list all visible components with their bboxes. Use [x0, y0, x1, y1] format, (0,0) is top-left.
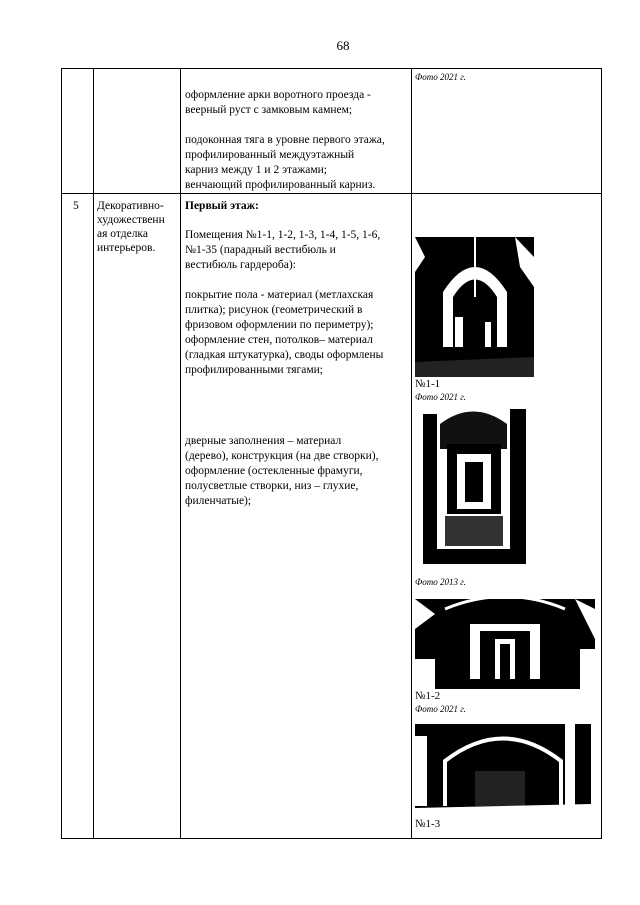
photo-label: №1-1	[415, 378, 441, 390]
rooms-line: вестибюль гардероба):	[185, 259, 296, 271]
table-border-right	[601, 68, 602, 839]
prev-line: веерный руст с замковым камнем;	[185, 104, 353, 116]
row-name-line: интерьеров.	[97, 242, 156, 254]
desc-line: (дерево), конструкция (на две створки),	[185, 450, 379, 462]
table-col-divider-3	[411, 68, 412, 839]
interior-photo-1-3	[415, 716, 591, 816]
floor-heading: Первый этаж:	[185, 200, 259, 212]
row-name-line: ая отделка	[97, 228, 148, 240]
desc-line: плитка); рисунок (геометрический в	[185, 304, 363, 316]
row-name-line: художественн	[97, 214, 165, 226]
page-number: 68	[336, 38, 350, 53]
desc-line: (гладкая штукатурка), своды оформлены	[185, 349, 384, 361]
prev-photo-caption: Фото 2021 г.	[415, 72, 466, 82]
table-col-divider-1	[93, 68, 94, 839]
table-row-divider	[61, 193, 602, 194]
table-col-divider-2	[180, 68, 181, 839]
prev-line: венчающий профилированный карниз.	[185, 179, 376, 191]
photo-label: №1-3	[415, 818, 441, 830]
desc-line: фризовом оформлении по периметру);	[185, 319, 374, 331]
desc-line: филенчатые);	[185, 495, 252, 507]
photo-label: №1-2	[415, 690, 441, 702]
interior-photo-2013	[415, 404, 533, 576]
table-border-top	[61, 68, 602, 69]
rooms-line: Помещения №1-1, 1-2, 1-3, 1-4, 1-5, 1-6,	[185, 229, 381, 241]
desc-line: оформление (остекленные фрамуги,	[185, 465, 363, 477]
row-number: 5	[73, 200, 79, 212]
interior-photo-1-2	[415, 589, 595, 689]
table-border-bottom	[61, 838, 602, 839]
desc-line: полусветлые створки, низ – глухие,	[185, 480, 359, 492]
photo-caption: Фото 2021 г.	[415, 704, 466, 714]
prev-line: оформление арки воротного проезда -	[185, 89, 371, 101]
row-name-line: Декоративно-	[97, 200, 164, 212]
prev-line: карниз между 1 и 2 этажами;	[185, 164, 327, 176]
desc-line: оформление стен, потолков– материал	[185, 334, 373, 346]
rooms-line: №1-35 (парадный вестибюль и	[185, 244, 336, 256]
prev-line: профилированный междуэтажный	[185, 149, 355, 161]
prev-line: подоконная тяга в уровне первого этажа,	[185, 134, 385, 146]
photo-caption: Фото 2021 г.	[415, 392, 466, 402]
desc-line: дверные заполнения – материал	[185, 435, 342, 447]
desc-line: профилированными тягами;	[185, 364, 323, 376]
interior-photo-1-1	[415, 197, 534, 377]
desc-line: покрытие пола - материал (метлахская	[185, 289, 374, 301]
photo-caption: Фото 2013 г.	[415, 577, 466, 587]
table-border-left	[61, 68, 62, 839]
